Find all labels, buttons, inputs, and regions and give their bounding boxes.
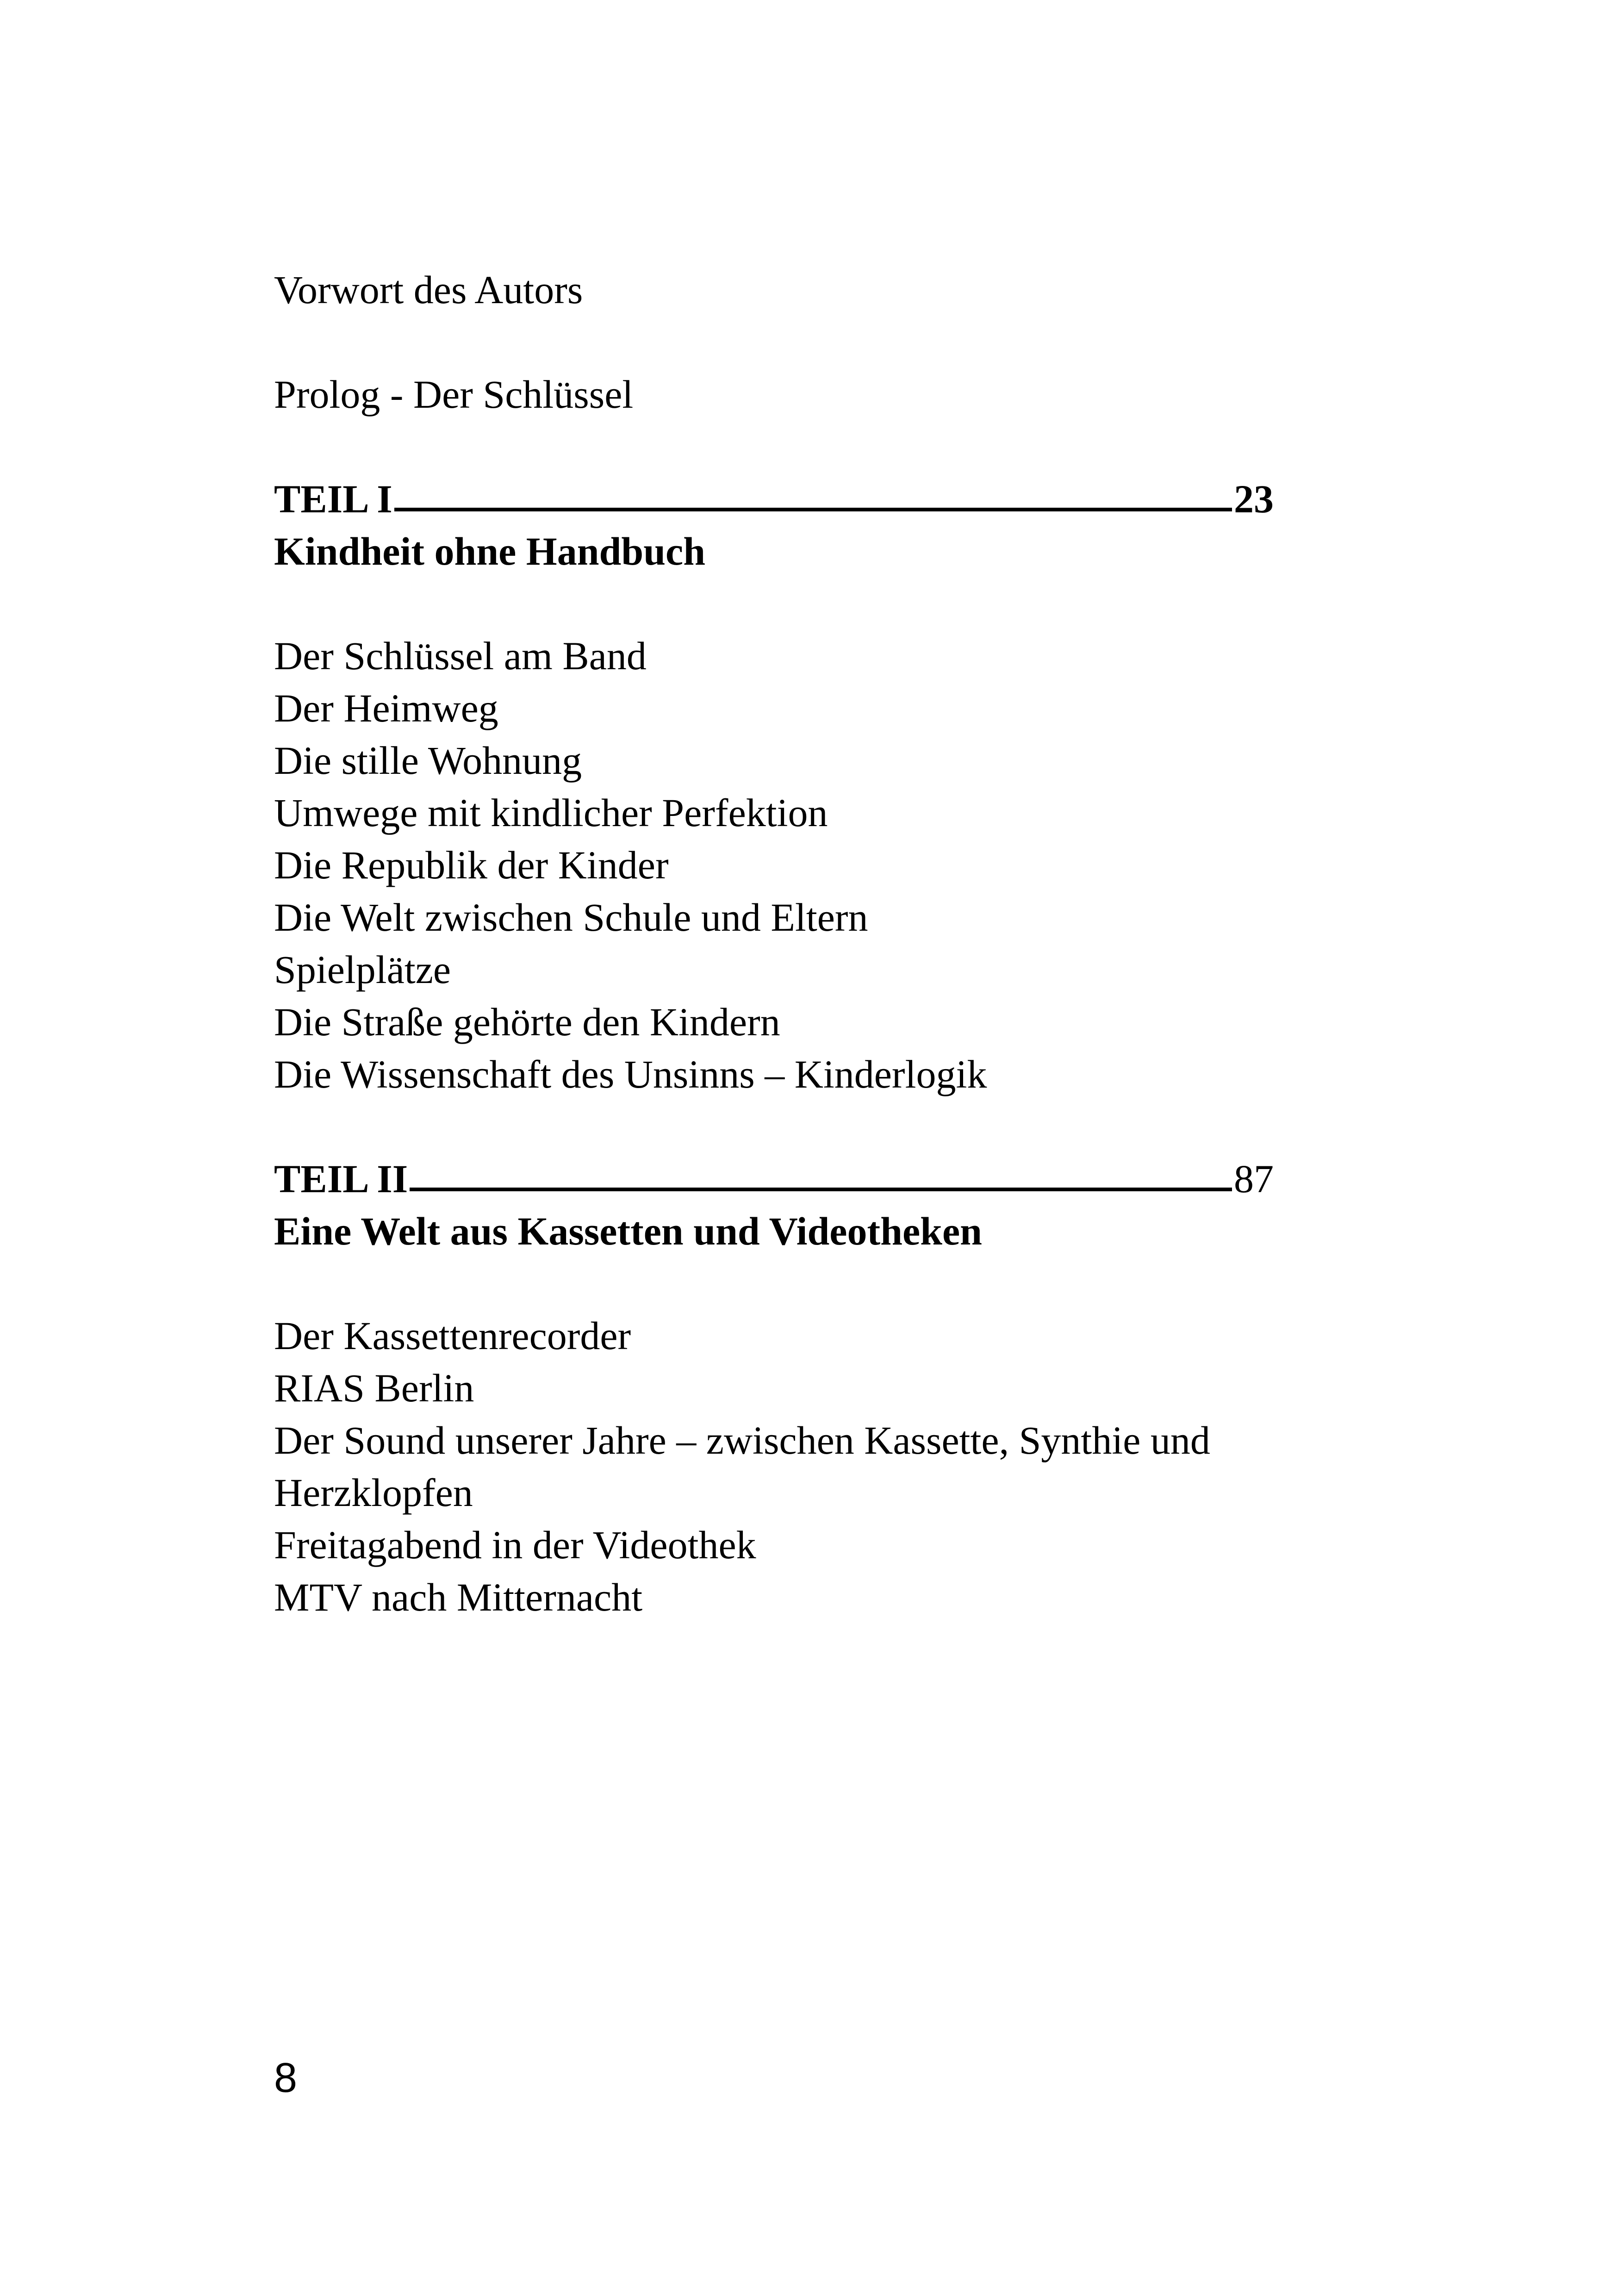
- chapter-entry: Die Welt zwischen Schule und Eltern: [274, 895, 868, 940]
- chapter-entry: Der Schlüssel am Band: [274, 634, 647, 678]
- chapter-entry: Der Sound unserer Jahre – zwischen Kassette, Synthie und Herzklopfen: [274, 1418, 1210, 1515]
- part-1-label: TEIL I: [274, 477, 392, 521]
- chapter-entry: RIAS Berlin: [274, 1366, 474, 1410]
- chapter-entry: Der Kassettenrecorder: [274, 1313, 631, 1358]
- leader-line: [394, 508, 1232, 511]
- part-1-chapter-list: [274, 630, 1394, 1101]
- part-1-page-number: 23: [1234, 477, 1274, 521]
- chapter-entry: Freitagabend in der Videothek: [274, 1523, 756, 1567]
- part-1: [274, 473, 1394, 1101]
- part-2-heading: [274, 1153, 1274, 1205]
- page-number: 8: [274, 2055, 298, 2101]
- part-1-title: Kindheit ohne Handbuch: [274, 529, 706, 573]
- part-1-heading: [274, 473, 1274, 525]
- chapter-entry: Die Straße gehörte den Kindern: [274, 1000, 780, 1044]
- chapter-entry: Die Wissenschaft des Unsinns – Kinderlogik: [274, 1052, 987, 1096]
- chapter-entry: Die Republik der Kinder: [274, 843, 669, 887]
- chapter-entry: Der Heimweg: [274, 686, 498, 730]
- part-2: [274, 1153, 1394, 1624]
- toc-entry-vorwort: Vorwort des Autors: [274, 268, 583, 312]
- table-of-contents: [274, 264, 1394, 1676]
- part-2-title: Eine Welt aus Kassetten und Videotheken: [274, 1209, 982, 1253]
- part-2-label: TEIL II: [274, 1157, 408, 1201]
- part-2-page-number: 87: [1234, 1157, 1274, 1201]
- chapter-entry: Die stille Wohnung: [274, 738, 582, 783]
- part-2-chapter-list: [274, 1310, 1394, 1624]
- toc-entry-prolog: Prolog - Der Schlüssel: [274, 372, 634, 417]
- chapter-entry: MTV nach Mitternacht: [274, 1575, 643, 1619]
- leader-line: [410, 1188, 1232, 1191]
- chapter-entry: Umwege mit kindlicher Perfektion: [274, 790, 828, 835]
- chapter-entry: Spielplätze: [274, 947, 451, 992]
